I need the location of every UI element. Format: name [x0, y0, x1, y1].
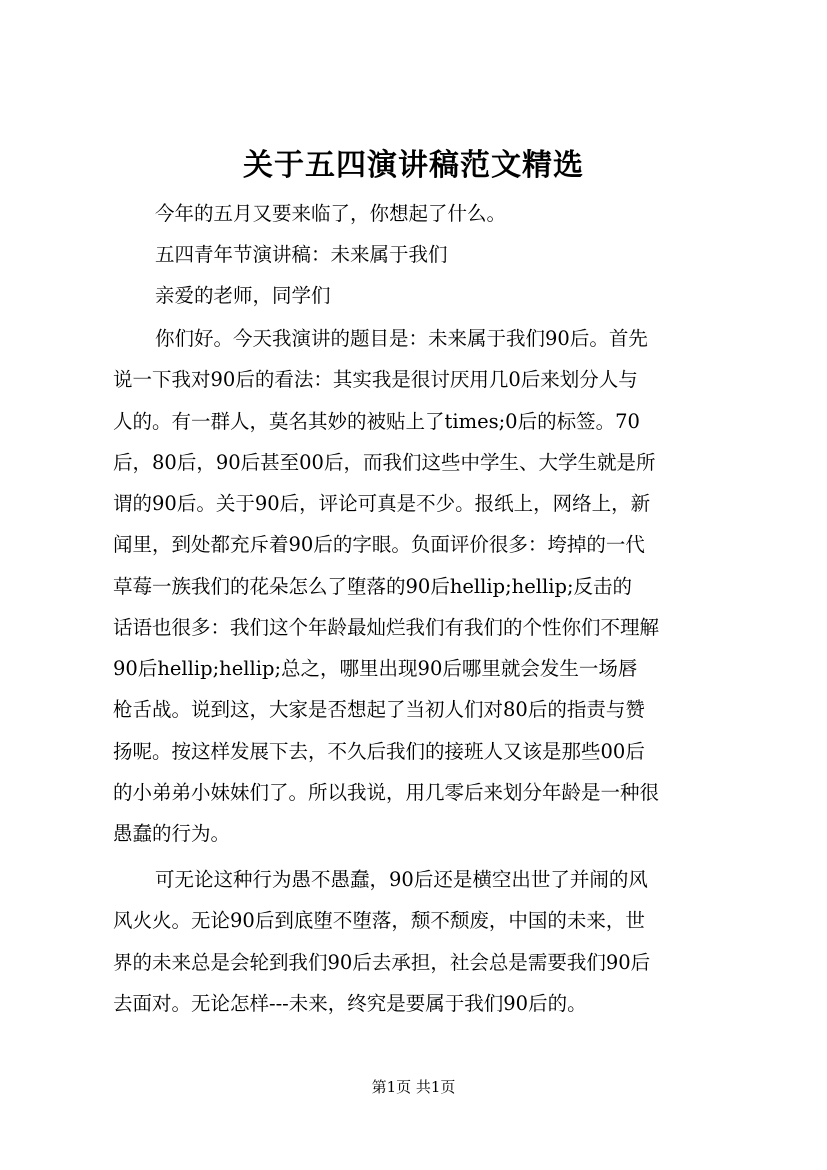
- paragraph-line: 愚蠢的行为。: [113, 822, 231, 845]
- document-title: 关于五四演讲稿范文精选: [243, 148, 584, 183]
- paragraph-line: 90后hellip;hellip;总之，哪里出现90后哪里就会发生一场唇: [113, 657, 638, 680]
- paragraph-line: 可无论这种行为愚不愚蠢，90后还是横空出世了并闹的风: [155, 868, 648, 891]
- paragraph-line: 扬呢。按这样发展下去，不久后我们的接班人又该是那些00后: [113, 740, 645, 763]
- paragraph-line: 后，80后，90后甚至00后，而我们这些中学生、大学生就是所: [113, 451, 656, 474]
- paragraph-line: 话语也很多：我们这个年龄最灿烂我们有我们的个性你们不理解: [113, 616, 660, 639]
- paragraph-line: 去面对。无论怎样---未来，终究是要属于我们90后的。: [113, 992, 587, 1015]
- paragraph-line: 你们好。今天我演讲的题目是：未来属于我们90后。首先: [155, 327, 648, 350]
- paragraph-line: 亲爱的老师，同学们: [155, 284, 331, 307]
- paragraph-line: 枪舌战。说到这，大家是否想起了当初人们对80后的指责与赞: [113, 698, 645, 721]
- page-number-footer: 第1页 共1页: [371, 1078, 456, 1096]
- paragraph-line: 谓的90后。关于90后，评论可真是不少。报纸上，网络上，新: [113, 492, 651, 515]
- paragraph-line: 的小弟弟小妹妹们了。所以我说，用几零后来划分年龄是一种很: [113, 781, 660, 804]
- paragraph-line: 说一下我对90后的看法：其实我是很讨厌用几0后来划分人与: [113, 368, 638, 391]
- paragraph-line: 人的。有一群人，莫名其妙的被贴上了times;0后的标签。70: [113, 410, 640, 433]
- paragraph-line: 风火火。无论90后到底堕不堕落，颓不颓废，中国的未来，世: [113, 909, 645, 932]
- paragraph-line: 闻里，到处都充斥着90后的字眼。负面评价很多：垮掉的一代: [113, 533, 645, 556]
- paragraph-line: 界的未来总是会轮到我们90后去承担，社会总是需要我们90后: [113, 951, 651, 974]
- paragraph-line: 今年的五月又要来临了，你想起了什么。: [155, 202, 507, 225]
- paragraph-line: 草莓一族我们的花朵怎么了堕落的90后hellip;hellip;反击的: [113, 575, 633, 598]
- paragraph-line: 五四青年节演讲稿：未来属于我们: [155, 243, 448, 266]
